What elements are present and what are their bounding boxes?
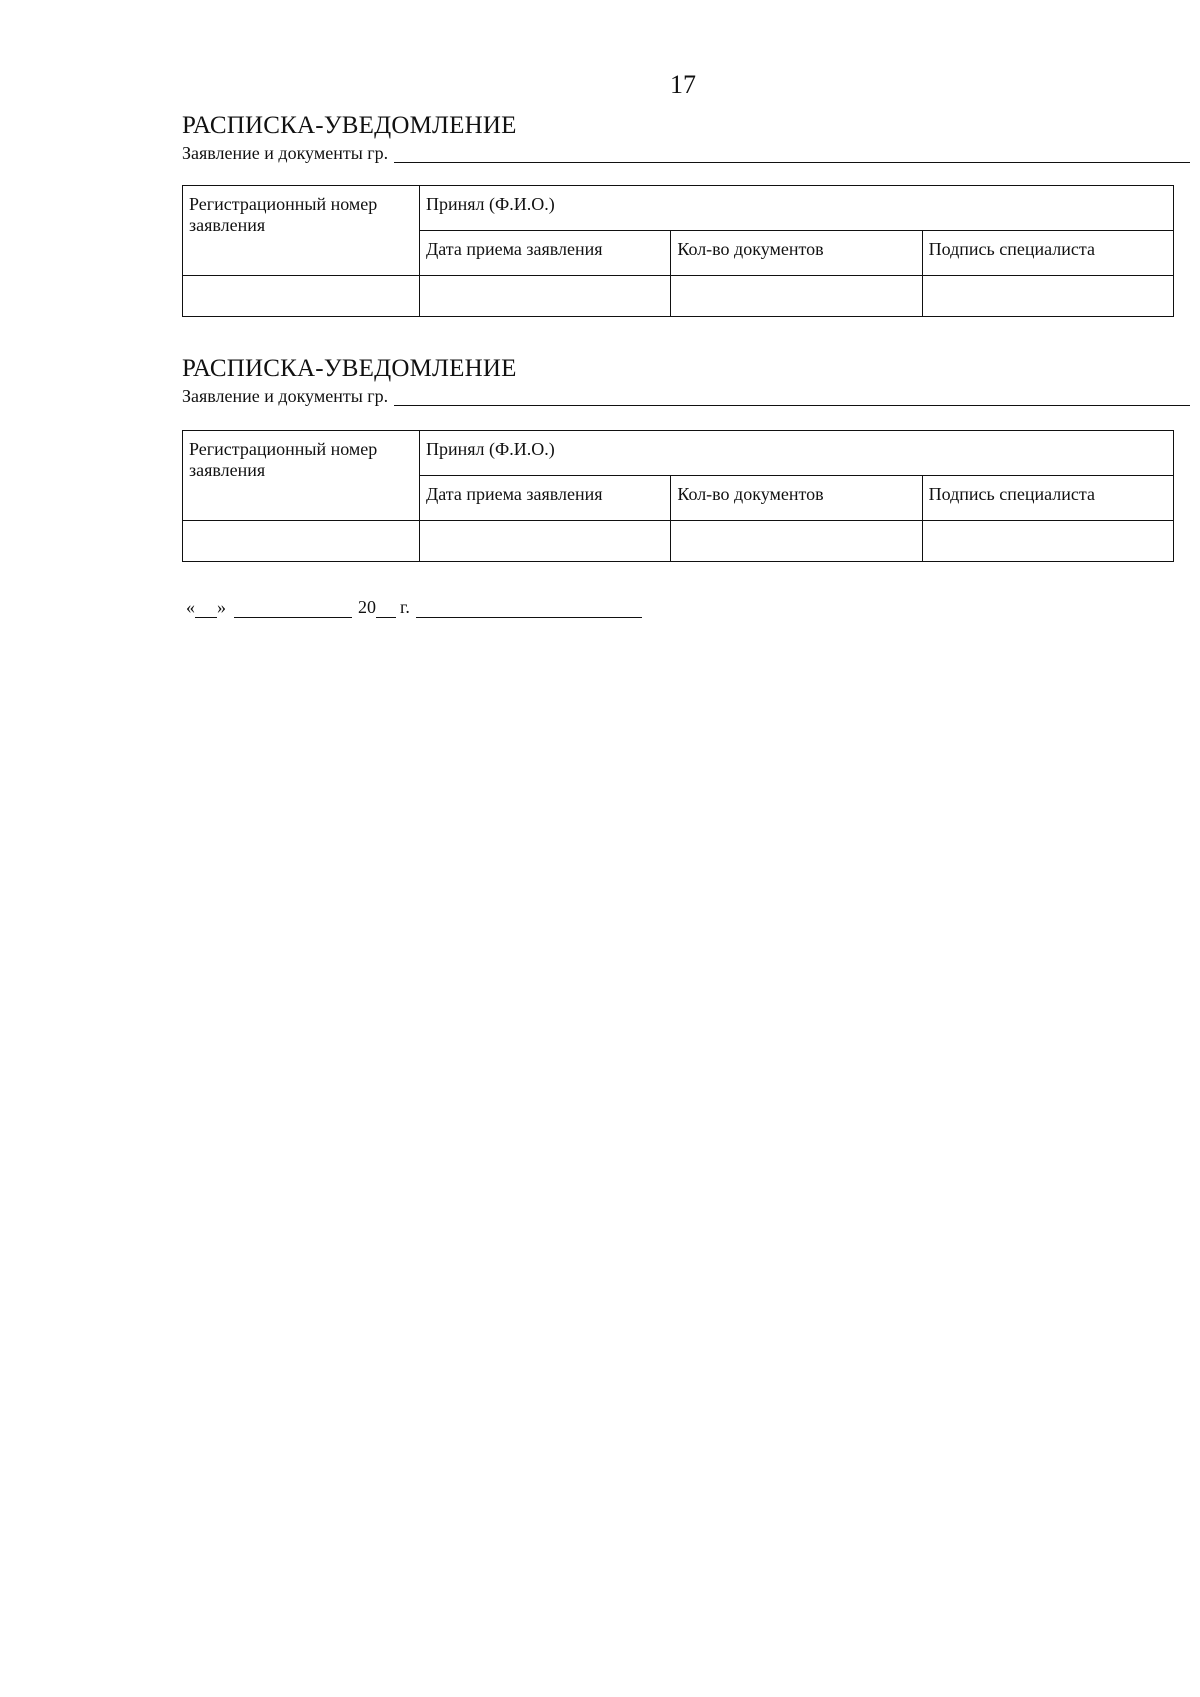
applicant-line	[182, 141, 1190, 163]
applicant-name-field[interactable]	[394, 389, 1190, 406]
close-quote: »	[217, 597, 226, 617]
signature-header: Подпись специалиста	[922, 231, 1173, 276]
count-header: Кол-во документов	[671, 476, 922, 521]
reg-number-header: Регистрационный номер заявления	[183, 431, 420, 521]
receipt-notice-1	[182, 112, 1190, 317]
count-cell[interactable]	[671, 521, 922, 562]
reg-number-cell[interactable]	[183, 521, 420, 562]
receipt-title: РАСПИСКА-УВЕДОМЛЕНИЕ	[182, 355, 517, 382]
receipt-table	[182, 430, 1174, 562]
receipt-title: РАСПИСКА-УВЕДОМЛЕНИЕ	[182, 112, 517, 139]
signature-field[interactable]	[416, 601, 642, 618]
date-header: Дата приема заявления	[420, 231, 671, 276]
applicant-name-field[interactable]	[394, 146, 1190, 163]
signature-cell[interactable]	[922, 521, 1173, 562]
date-signature-line	[186, 596, 642, 618]
accepted-by-header: Принял (Ф.И.О.)	[420, 186, 1174, 231]
signature-header: Подпись специалиста	[922, 476, 1173, 521]
page-number: 17	[670, 70, 696, 99]
reg-number-header: Регистрационный номер заявления	[183, 186, 420, 276]
year-prefix: 20	[358, 597, 376, 617]
reg-number-cell[interactable]	[183, 276, 420, 317]
receipt-notice-2	[182, 355, 1190, 562]
applicant-label: Заявление и документы гр.	[182, 143, 389, 163]
month-field[interactable]	[234, 601, 352, 618]
open-quote: «	[186, 597, 195, 617]
receipt-table	[182, 185, 1174, 317]
count-cell[interactable]	[671, 276, 922, 317]
signature-cell[interactable]	[922, 276, 1173, 317]
day-field[interactable]	[195, 601, 217, 618]
year-suffix: г.	[400, 597, 410, 617]
date-header: Дата приема заявления	[420, 476, 671, 521]
count-header: Кол-во документов	[671, 231, 922, 276]
accepted-by-header: Принял (Ф.И.О.)	[420, 431, 1174, 476]
applicant-label: Заявление и документы гр.	[182, 386, 389, 406]
applicant-line	[182, 384, 1190, 406]
date-cell[interactable]	[420, 521, 671, 562]
year-field[interactable]	[376, 601, 396, 618]
date-cell[interactable]	[420, 276, 671, 317]
